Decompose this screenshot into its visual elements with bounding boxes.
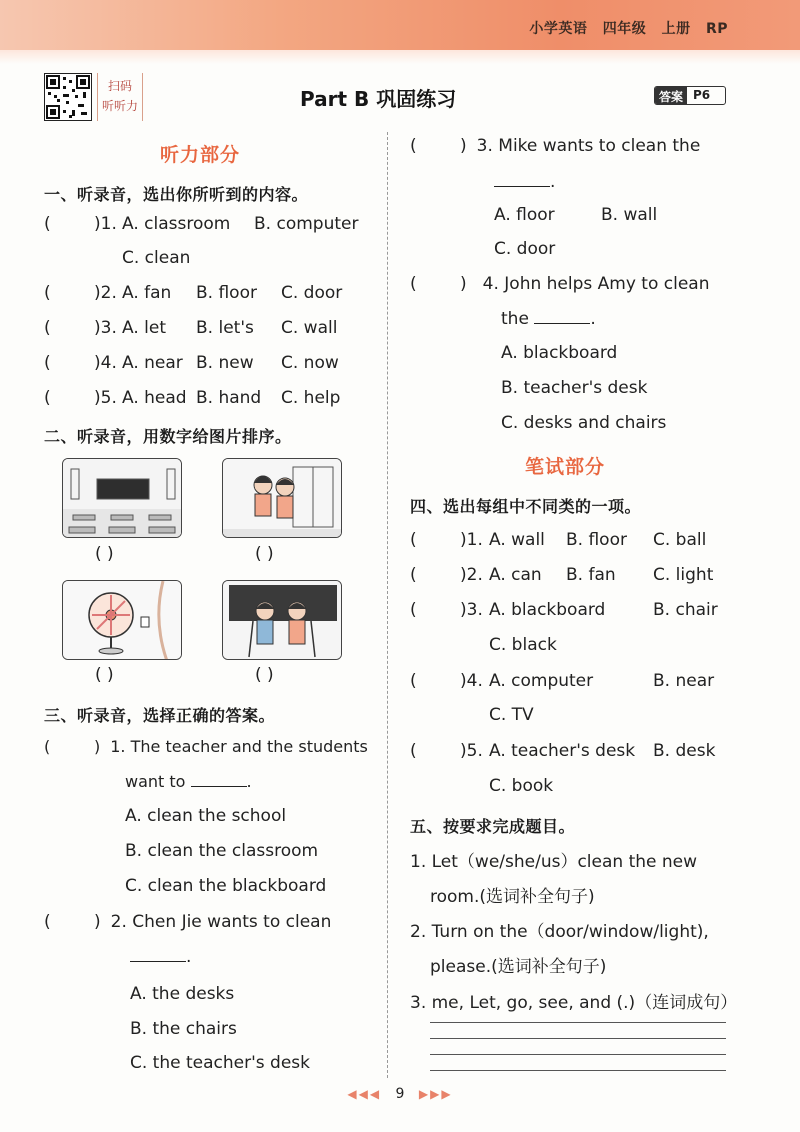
q3-item-3-blank: . [494, 172, 555, 192]
q1-item-1-option-a: A. classroom [122, 214, 231, 234]
q3-item-4-option-c: C. desks and chairs [501, 413, 667, 433]
q5-item-3-line1: 3. me, Let, go, see, and (.)（连词成句） [410, 993, 738, 1013]
q4-item-4-option-a: A. computer [489, 671, 594, 691]
right-arrows-icon: ▶▶▶ [418, 1087, 453, 1101]
q1-item-4-option-b: B. new [196, 353, 254, 373]
grade-label: 四年级 [602, 21, 647, 37]
q1-item-3-option-a: A. let [122, 318, 166, 338]
q4-item-5-option-c: C. book [489, 776, 554, 796]
q4-item-4-option-c: C. TV [489, 705, 534, 725]
q4-item-2: ( )2. [410, 565, 483, 585]
answer-writing-line[interactable] [430, 1054, 726, 1055]
writing-section-title: 笔试部分 [525, 456, 606, 478]
answer-page: P6 [693, 88, 711, 102]
q3-item-1-stem: ( ) 1. The teacher and the students [44, 737, 368, 756]
q4-item-2-option-a: A. can [489, 565, 542, 585]
q1-item-1: ( )1. [44, 214, 117, 234]
picture-two-girls-answer: ( ) [255, 544, 274, 564]
q4-item-1: ( )1. [410, 530, 483, 550]
edition-label: RP [705, 21, 728, 37]
picture-fan [62, 580, 182, 660]
q1-heading: 一、听录音，选出你所听到的内容。 [44, 185, 309, 204]
q3-item-4-stem: ( ) 4. John helps Amy to clean [410, 274, 710, 294]
q3-item-4-option-a: A. blackboard [501, 343, 618, 363]
scan-listen-label [97, 73, 143, 121]
q3-item-1-option-b: B. clean the classroom [125, 841, 319, 861]
q3-item-4-option-b: B. teacher's desk [501, 378, 648, 398]
q4-item-4-option-b: B. near [653, 671, 715, 691]
q5-item-1-line2: room.(选词补全句子) [430, 887, 595, 907]
q4-heading: 四、选出每组中不同类的一项。 [410, 497, 642, 516]
picture-two-girls [222, 458, 342, 538]
q1-item-3-option-c: C. wall [281, 318, 338, 338]
q3-item-2-option-c: C. the teacher's desk [130, 1053, 310, 1073]
q5-item-2-line1: 2. Turn on the（door/window/light), [410, 922, 709, 942]
column-divider [387, 132, 388, 1078]
page-title: Part B 巩固练习 [300, 87, 457, 111]
page-footer [0, 1086, 800, 1102]
q1-item-5-option-c: C. help [281, 388, 341, 408]
q3-item-2-option-b: B. the chairs [130, 1019, 237, 1039]
q1-item-2: ( )2. [44, 283, 117, 303]
q1-item-3-option-b: B. let's [196, 318, 254, 338]
series-info [519, 18, 728, 38]
q4-item-5-option-b: B. desk [653, 741, 716, 761]
left-arrows-icon: ◀◀◀ [347, 1087, 382, 1101]
q4-item-3-option-c: C. black [489, 635, 557, 655]
q4-item-3-option-a: A. blackboard [489, 600, 606, 620]
q4-item-5-option-a: A. teacher's desk [489, 741, 636, 761]
q3-item-1-option-a: A. clean the school [125, 806, 287, 826]
q3-heading: 三、听录音，选择正确的答案。 [44, 706, 276, 725]
subject-label: 小学英语 [529, 21, 588, 37]
q1-item-4: ( )4. [44, 353, 117, 373]
q3-item-1-option-c: C. clean the blackboard [125, 876, 327, 896]
q4-item-2-option-b: B. fan [566, 565, 616, 585]
q5-item-2-line2: please.(选词补全句子) [430, 957, 607, 977]
q1-item-2-option-c: C. door [281, 283, 343, 303]
page-number: 9 [395, 1086, 405, 1102]
picture-classroom [62, 458, 182, 538]
q3-item-4-stem-cont: the . [501, 309, 596, 329]
picture-two-boys [222, 580, 342, 660]
q4-item-4: ( )4. [410, 671, 483, 691]
q4-item-3: ( )3. [410, 600, 483, 620]
q3-item-3-option-a: A. floor [494, 205, 555, 225]
picture-two-boys-answer: ( ) [255, 665, 274, 685]
q1-item-5-option-a: A. head [122, 388, 187, 408]
listening-section-title: 听力部分 [160, 144, 241, 166]
q1-item-4-option-c: C. now [281, 353, 339, 373]
q1-item-3: ( )3. [44, 318, 117, 338]
scan-label-line2: 听听力 [101, 99, 138, 113]
picture-classroom-answer: ( ) [95, 544, 114, 564]
q3-item-2-blank: . [130, 947, 191, 967]
answer-writing-line[interactable] [430, 1038, 726, 1039]
volume-label: 上册 [661, 21, 691, 37]
answer-writing-line[interactable] [430, 1070, 726, 1071]
q5-heading: 五、按要求完成题目。 [410, 817, 576, 836]
q3-item-3-option-b: B. wall [601, 205, 658, 225]
answer-reference-badge [654, 86, 726, 105]
q4-item-2-option-c: C. light [653, 565, 714, 585]
picture-fan-answer: ( ) [95, 665, 114, 685]
q1-item-1-option-c: C. clean [122, 248, 191, 268]
q1-item-2-option-a: A. fan [122, 283, 172, 303]
q3-item-2-stem: ( ) 2. Chen Jie wants to clean [44, 912, 332, 932]
scan-label-line1: 扫码 [107, 79, 132, 93]
q1-item-4-option-a: A. near [122, 353, 183, 373]
q3-item-2-option-a: A. the desks [130, 984, 235, 1004]
qr-code-icon[interactable] [44, 73, 92, 121]
q3-item-3-option-c: C. door [494, 239, 556, 259]
q4-item-1-option-c: C. ball [653, 530, 707, 550]
q4-item-1-option-a: A. wall [489, 530, 545, 550]
q1-item-5: ( )5. [44, 388, 117, 408]
q1-item-5-option-b: B. hand [196, 388, 262, 408]
answer-label: 答案 [655, 87, 687, 104]
q1-item-2-option-b: B. floor [196, 283, 257, 303]
q3-item-3-stem: ( ) 3. Mike wants to clean the [410, 136, 701, 156]
q5-item-1-line1: 1. Let（we/she/us）clean the new [410, 852, 698, 872]
q1-item-1-option-b: B. computer [254, 214, 359, 234]
q4-item-5: ( )5. [410, 741, 483, 761]
q4-item-1-option-b: B. floor [566, 530, 627, 550]
q4-item-3-option-b: B. chair [653, 600, 718, 620]
answer-writing-line[interactable] [430, 1022, 726, 1023]
q3-item-1-stem-cont: want to . [125, 772, 252, 791]
q2-heading: 二、听录音，用数字给图片排序。 [44, 427, 292, 446]
